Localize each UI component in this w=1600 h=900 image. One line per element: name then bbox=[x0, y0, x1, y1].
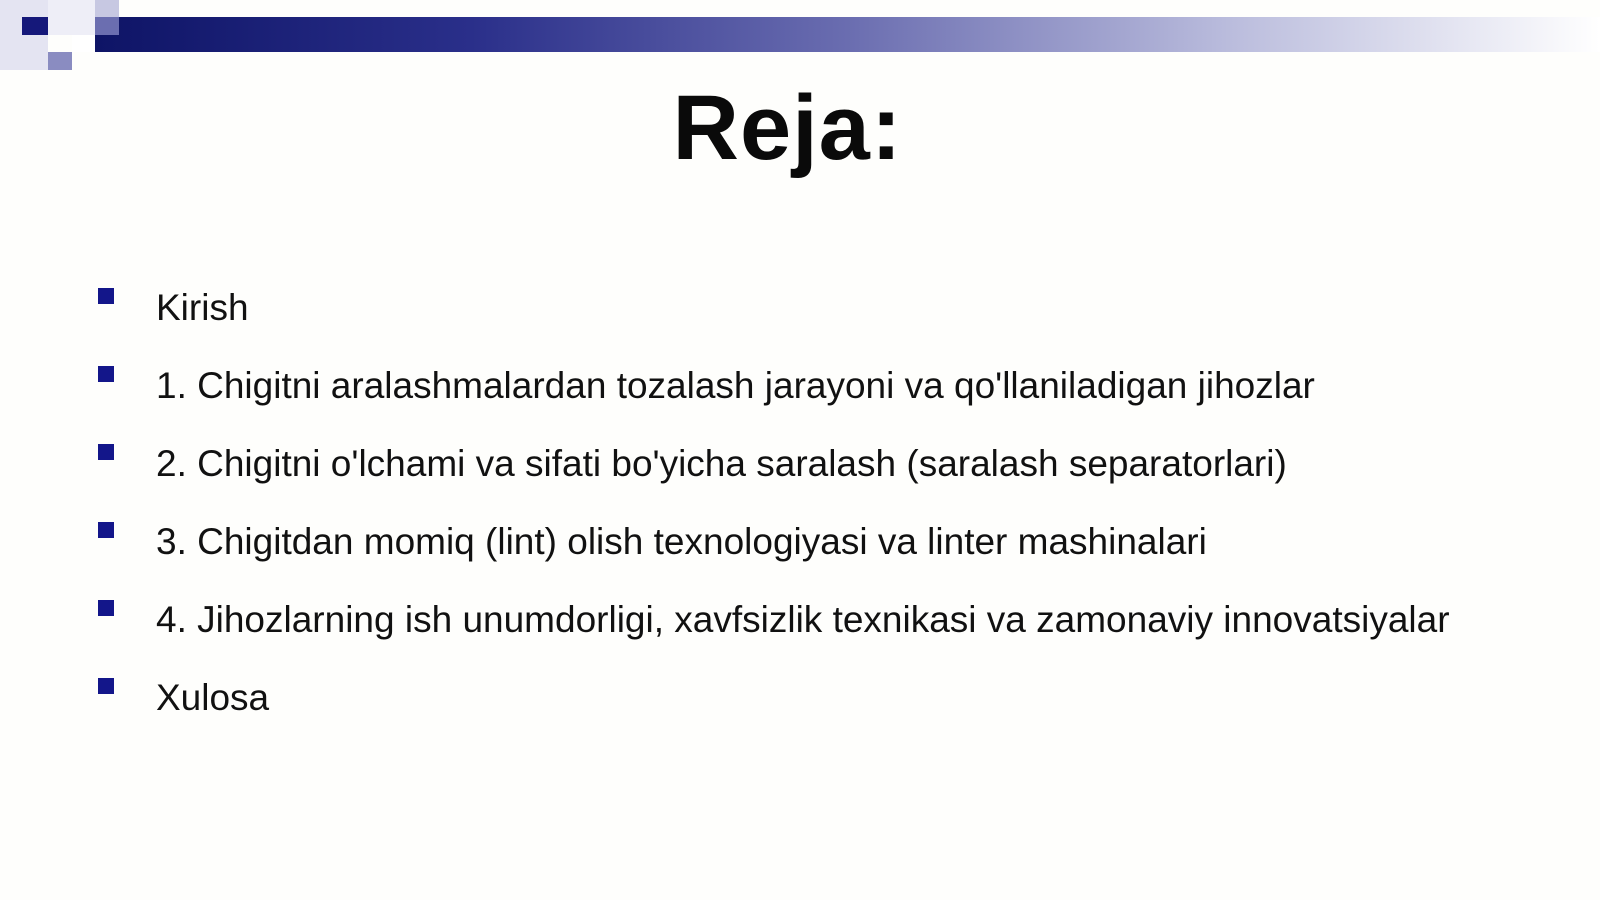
decor-square bbox=[95, 17, 119, 35]
decor-square bbox=[72, 35, 95, 52]
slide-title: Reja: bbox=[672, 77, 903, 179]
bullet-list bbox=[98, 272, 1538, 740]
square-bullet-icon bbox=[98, 288, 114, 304]
decor-square bbox=[95, 0, 119, 17]
square-bullet-icon bbox=[98, 444, 114, 460]
decor-square bbox=[22, 17, 48, 35]
square-bullet-icon bbox=[98, 678, 114, 694]
square-bullet-icon bbox=[98, 600, 114, 616]
list-item bbox=[98, 662, 1538, 734]
list-item-text: 1. Chigitni aralashmalardan tozalash jarayoni va qo'llaniladigan jihozlar bbox=[156, 365, 1315, 406]
header-gradient-bar bbox=[95, 17, 1600, 52]
square-bullet-icon bbox=[98, 366, 114, 382]
list-item-text: Kirish bbox=[156, 287, 249, 328]
decor-square bbox=[48, 52, 72, 70]
list-item bbox=[98, 272, 1538, 344]
square-bullet-icon bbox=[98, 522, 114, 538]
list-item-text: Xulosa bbox=[156, 677, 270, 718]
list-item-text: 2. Chigitni o'lchami va sifati bo'yicha saralash (saralash separatorlari) bbox=[156, 443, 1287, 484]
list-item bbox=[98, 428, 1538, 500]
list-item-text: 4. Jihozlarning ish unumdorligi, xavfsizlik texnikasi va zamonaviy innovatsiyalar bbox=[156, 599, 1450, 640]
decor-square bbox=[48, 0, 95, 35]
list-item bbox=[98, 350, 1538, 422]
decor-square bbox=[0, 0, 48, 70]
list-item bbox=[98, 584, 1538, 656]
list-item-text: 3. Chigitdan momiq (lint) olish texnologiyasi va linter mashinalari bbox=[156, 521, 1207, 562]
list-item bbox=[98, 506, 1538, 578]
